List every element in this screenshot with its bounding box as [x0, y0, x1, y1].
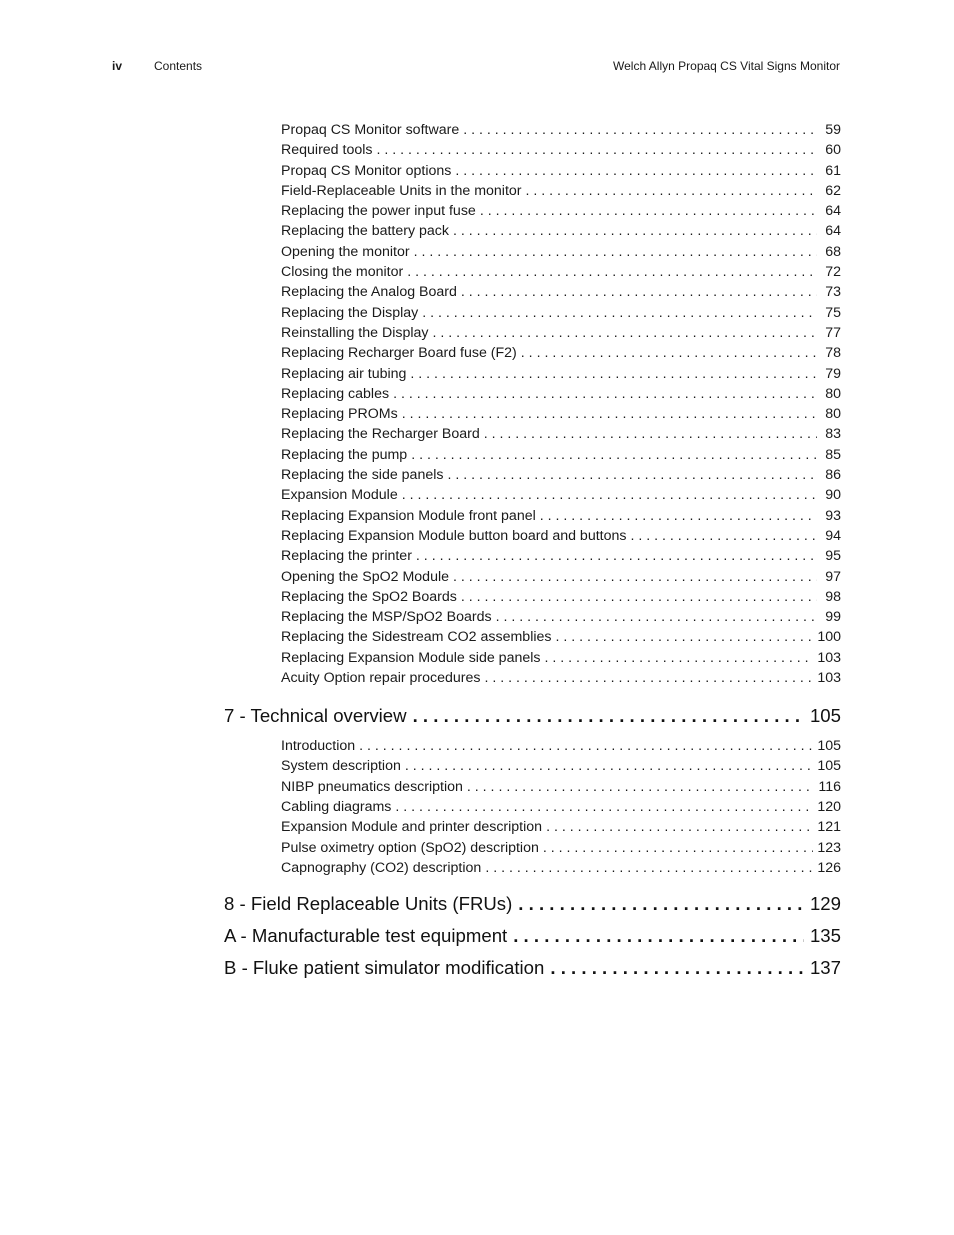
entry-title: Cabling diagrams — [281, 799, 392, 815]
dot-leader — [484, 424, 817, 444]
entry-title: Replacing the printer — [281, 548, 412, 565]
entry-title: System description — [281, 758, 401, 775]
toc-entry[interactable] — [224, 838, 841, 858]
dot-leader — [544, 648, 813, 668]
entry-page: 120 — [817, 799, 841, 815]
dot-leader — [402, 485, 817, 505]
entry-page: 80 — [825, 406, 841, 423]
entry-title: Replacing the MSP/SpO2 Boards — [281, 609, 492, 626]
entry-page: 93 — [825, 507, 841, 524]
toc-chapter-8[interactable] — [224, 888, 841, 920]
entry-title: Replacing the Recharger Board — [281, 426, 480, 443]
dot-leader — [485, 858, 813, 878]
entry-title: Propaq CS Monitor options — [281, 162, 452, 179]
entry-title: Replacing Expansion Module side panels — [281, 649, 541, 666]
entry-title: Opening the SpO2 Module — [281, 568, 449, 585]
table-of-contents — [224, 120, 841, 984]
toc-entry[interactable] — [224, 303, 841, 323]
dot-leader — [453, 221, 817, 241]
chapter-page: 135 — [809, 924, 841, 946]
entry-title: Replacing air tubing — [281, 365, 407, 382]
dot-leader — [461, 282, 817, 302]
toc-entry[interactable] — [224, 526, 841, 546]
entry-title: Replacing the Sidestream CO2 assemblies — [281, 629, 552, 646]
toc-entry[interactable] — [224, 343, 841, 363]
toc-appendix-b[interactable] — [224, 952, 841, 984]
dot-leader — [432, 323, 817, 343]
entry-title: Replacing cables — [281, 385, 390, 402]
entry-title: Replacing the pump — [281, 446, 408, 463]
entry-title: Expansion Module and printer description — [281, 819, 543, 836]
toc-entry[interactable] — [224, 221, 841, 241]
entry-page: 90 — [825, 487, 841, 504]
dot-leader — [480, 201, 817, 221]
entry-page: 75 — [825, 304, 841, 321]
toc-entry[interactable] — [224, 161, 841, 181]
entry-title: Replacing the SpO2 Boards — [281, 588, 457, 605]
entry-title: Replacing the Analog Board — [281, 284, 457, 301]
dot-leader — [411, 445, 817, 465]
toc-entry[interactable] — [224, 465, 841, 485]
entry-page: 105 — [817, 738, 841, 755]
toc-entry[interactable] — [224, 181, 841, 201]
entry-title: Replacing PROMs — [281, 406, 398, 423]
entry-title: Expansion Module — [281, 487, 398, 504]
entry-title: Replacing the power input fuse — [281, 203, 476, 220]
toc-entry[interactable] — [224, 364, 841, 384]
toc-entry[interactable] — [224, 858, 841, 878]
entry-page: 95 — [825, 548, 841, 565]
dot-leader — [461, 587, 817, 607]
dot-leader — [521, 343, 817, 363]
entry-page: 62 — [825, 182, 841, 199]
entry-page: 83 — [825, 426, 841, 443]
entry-title: Required tools — [281, 142, 373, 159]
document-title: Welch Allyn Propaq CS Vital Signs Monitor — [613, 59, 840, 73]
entry-title: Field-Replaceable Units in the monitor — [281, 182, 522, 199]
entry-page: 61 — [825, 162, 841, 179]
dot-leader — [555, 627, 813, 647]
entry-title: Replacing the side panels — [281, 467, 444, 484]
section-name: Contents — [154, 59, 203, 73]
toc-entry[interactable] — [224, 445, 841, 465]
entry-title: Replacing the Display — [281, 304, 419, 321]
entry-page: 59 — [825, 122, 841, 138]
dot-leader — [393, 384, 817, 404]
entry-title: Replacing Expansion Module button board and buttons — [281, 527, 627, 544]
dot-leader — [513, 920, 804, 952]
toc-entry[interactable] — [224, 201, 841, 221]
dot-leader — [485, 668, 814, 688]
entry-title: NIBP pneumatics description — [281, 778, 463, 795]
toc-entry[interactable] — [224, 485, 841, 505]
dot-leader — [546, 817, 813, 837]
entry-title: Closing the monitor — [281, 264, 404, 281]
toc-section-entries — [224, 120, 841, 688]
entry-title: Acuity Option repair procedures — [281, 670, 481, 687]
dot-leader — [416, 546, 817, 566]
entry-page: 98 — [825, 588, 841, 605]
chapter-page: 137 — [809, 956, 841, 978]
entry-page: 77 — [825, 324, 841, 341]
chapter-title: B - Fluke patient simulator modification — [224, 956, 545, 978]
toc-entry[interactable] — [224, 607, 841, 627]
toc-chapter-7[interactable] — [224, 700, 841, 732]
toc-chapter-7-entries — [224, 736, 841, 878]
entry-page: 103 — [817, 670, 841, 687]
entry-title: Replacing Expansion Module front panel — [281, 507, 536, 524]
toc-entry[interactable] — [224, 282, 841, 302]
page-number: iv — [112, 59, 123, 73]
chapter-title: A - Manufacturable test equipment — [224, 924, 508, 946]
entry-title: Pulse oximetry option (SpO2) description — [281, 839, 539, 856]
running-header — [0, 59, 954, 77]
dot-leader — [463, 120, 817, 140]
entry-page: 60 — [825, 142, 841, 159]
entry-title: Introduction — [281, 738, 356, 755]
entry-page: 85 — [825, 446, 841, 463]
entry-page: 97 — [825, 568, 841, 585]
dot-leader — [540, 506, 817, 526]
entry-page: 99 — [825, 609, 841, 626]
toc-entry[interactable] — [224, 242, 841, 262]
entry-title: Reinstalling the Display — [281, 324, 429, 341]
entry-page: 103 — [817, 649, 841, 666]
entry-page: 105 — [817, 758, 841, 775]
chapter-page: 105 — [809, 705, 841, 727]
toc-appendix-a[interactable] — [224, 920, 841, 952]
entry-page: 72 — [825, 264, 841, 281]
entry-page: 86 — [825, 467, 841, 484]
dot-leader — [402, 404, 817, 424]
dot-leader — [405, 756, 813, 776]
toc-entry[interactable] — [224, 140, 841, 160]
chapter-title: 8 - Field Replaceable Units (FRUs) — [224, 893, 513, 915]
dot-leader — [455, 161, 817, 181]
dot-leader — [518, 888, 804, 920]
entry-title: Replacing the battery pack — [281, 223, 449, 240]
toc-entry[interactable] — [224, 567, 841, 587]
dot-leader — [453, 567, 817, 587]
dot-leader — [447, 465, 817, 485]
dot-leader — [377, 140, 818, 160]
entry-page: 73 — [825, 284, 841, 301]
dot-leader — [395, 797, 813, 817]
toc-entry[interactable] — [224, 546, 841, 566]
toc-entry[interactable] — [224, 736, 841, 756]
toc-entry[interactable] — [224, 648, 841, 668]
entry-page: 64 — [825, 203, 841, 220]
dot-leader — [630, 526, 817, 546]
toc-entry[interactable] — [224, 777, 841, 797]
toc-entry[interactable] — [224, 756, 841, 776]
entry-title: Capnography (CO2) description — [281, 859, 482, 876]
dot-leader — [414, 242, 817, 262]
toc-entry[interactable] — [224, 797, 841, 817]
entry-title: Replacing Recharger Board fuse (F2) — [281, 345, 517, 362]
dot-leader — [550, 952, 804, 984]
toc-entry[interactable] — [224, 120, 841, 140]
dot-leader — [410, 364, 817, 384]
entry-page: 100 — [817, 629, 841, 646]
toc-entry[interactable] — [224, 627, 841, 647]
toc-entry[interactable] — [224, 262, 841, 282]
toc-entry[interactable] — [224, 506, 841, 526]
chapter-title: 7 - Technical overview — [224, 705, 407, 727]
entry-page: 68 — [825, 243, 841, 260]
dot-leader — [467, 777, 814, 797]
entry-page: 79 — [825, 365, 841, 382]
entry-title: Opening the monitor — [281, 243, 410, 260]
entry-page: 64 — [825, 223, 841, 240]
toc-entry[interactable] — [224, 817, 841, 837]
entry-page: 126 — [817, 859, 841, 876]
chapter-page: 129 — [809, 893, 841, 915]
entry-page: 78 — [825, 345, 841, 362]
toc-entry[interactable] — [224, 384, 841, 404]
entry-page: 94 — [825, 527, 841, 544]
dot-leader — [407, 262, 817, 282]
toc-entry[interactable] — [224, 587, 841, 607]
dot-leader — [526, 181, 817, 201]
dot-leader — [359, 736, 813, 756]
entry-page: 116 — [818, 778, 841, 795]
toc-entry[interactable] — [224, 323, 841, 343]
entry-page: 123 — [817, 839, 841, 856]
dot-leader — [496, 607, 817, 627]
entry-title: Propaq CS Monitor software — [281, 122, 460, 138]
entry-page: 121 — [817, 819, 841, 836]
toc-entry[interactable] — [224, 424, 841, 444]
dot-leader — [422, 303, 817, 323]
dot-leader — [413, 700, 804, 732]
toc-entry[interactable] — [224, 668, 841, 688]
entry-page: 80 — [825, 385, 841, 402]
toc-entry[interactable] — [224, 404, 841, 424]
dot-leader — [543, 838, 813, 858]
